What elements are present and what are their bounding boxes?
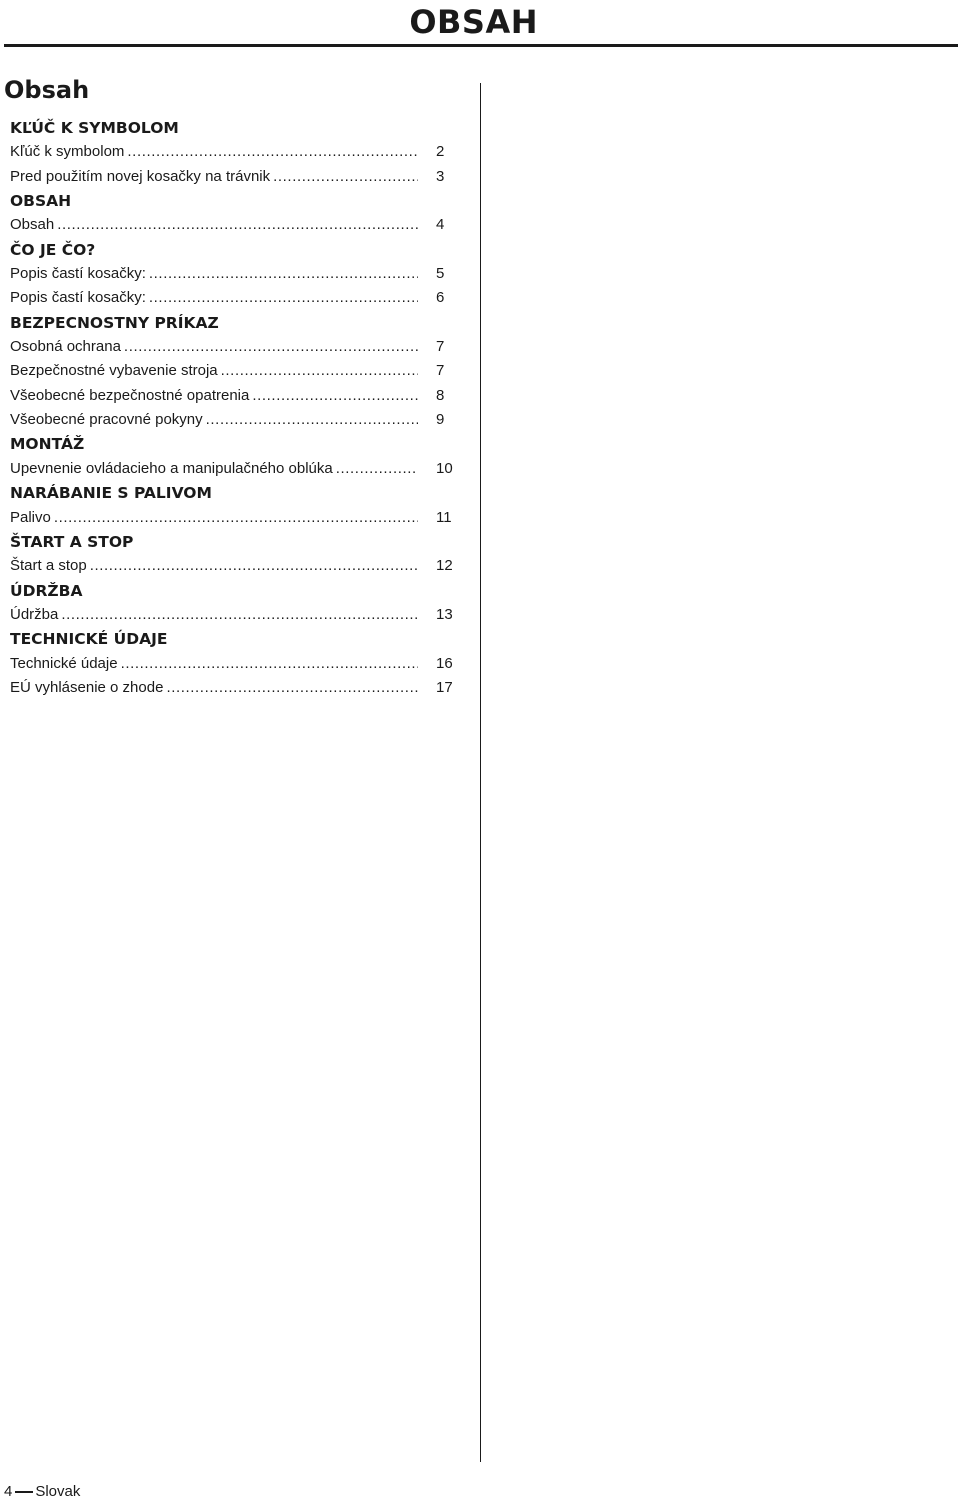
toc-entry-row xyxy=(10,457,418,481)
toc-entry-title: Všeobecné bezpečnostné opatrenia xyxy=(10,386,250,404)
toc-entry-row xyxy=(10,335,418,359)
toc-entry xyxy=(10,676,470,700)
toc-dot-leader xyxy=(121,652,418,676)
toc-entry-page-number: 7 xyxy=(436,338,445,356)
toc-heading: NARÁBANIE S PALIVOM xyxy=(10,484,212,503)
toc-dot-leader xyxy=(61,603,418,627)
toc-dot-leader xyxy=(252,384,418,408)
toc-entry xyxy=(10,457,470,481)
toc-dot-leader xyxy=(206,408,418,432)
toc-entry-page-number: 9 xyxy=(436,411,445,429)
toc-entry-page-number: 8 xyxy=(436,386,445,404)
toc-heading: MONTÁŽ xyxy=(10,435,85,454)
toc-entry-row xyxy=(10,384,418,408)
toc-entry-row xyxy=(10,140,418,164)
toc-dot-leader xyxy=(221,359,418,383)
toc-entry-page-number: 6 xyxy=(436,289,445,307)
toc-entry-title: Technické údaje xyxy=(10,654,118,672)
toc-dot-leader xyxy=(149,286,418,310)
toc-entry-page-number: 4 xyxy=(436,216,445,234)
toc-entry-row xyxy=(10,652,418,676)
toc-entry-row xyxy=(10,506,418,530)
toc-dot-leader xyxy=(273,165,418,189)
page-header-title: OBSAH xyxy=(409,3,538,41)
section-title: Obsah xyxy=(4,76,90,104)
toc-entry-title: Osobná ochrana xyxy=(10,338,121,356)
toc-dot-leader xyxy=(127,140,418,164)
toc-entry-title: Palivo xyxy=(10,508,51,526)
footer-dash xyxy=(15,1491,33,1493)
toc-dot-leader xyxy=(149,262,418,286)
toc-entry-title: Štart a stop xyxy=(10,557,87,575)
toc-dot-leader xyxy=(57,213,418,237)
toc-entry-row xyxy=(10,603,418,627)
toc-entry-title: Údržba xyxy=(10,605,59,623)
toc-entry xyxy=(10,554,470,578)
toc-entry xyxy=(10,286,470,310)
toc-heading: ÚDRŽBA xyxy=(10,581,83,600)
toc-dot-leader xyxy=(166,676,418,700)
toc-entry-title: Bezpečnostné vybavenie stroja xyxy=(10,362,218,380)
toc-entry-page-number: 17 xyxy=(436,678,453,696)
toc-entry xyxy=(10,506,470,530)
toc-entry xyxy=(10,384,470,408)
toc-entry-title: Pred použitím novej kosačky na trávnik xyxy=(10,167,271,185)
toc-dot-leader xyxy=(90,554,418,578)
toc-heading: TECHNICKÉ ÚDAJE xyxy=(10,630,168,649)
toc-heading: BEZPECNOSTNY PRÍKAZ xyxy=(10,313,219,332)
toc-entry-page-number: 16 xyxy=(436,654,453,672)
toc-entry-row xyxy=(10,359,418,383)
toc-entry xyxy=(10,165,470,189)
toc-dot-leader xyxy=(54,506,418,530)
toc-entry-title: Obsah xyxy=(10,216,55,234)
column-divider xyxy=(480,83,481,1462)
toc-entry-row xyxy=(10,554,418,578)
toc-entry-row xyxy=(10,165,418,189)
toc-entry xyxy=(10,408,470,432)
toc-entry xyxy=(10,140,470,164)
toc-entry-page-number: 3 xyxy=(436,167,445,185)
toc-entry-title: Popis častí kosačky: xyxy=(10,289,146,307)
toc-entry-row xyxy=(10,408,418,432)
toc-entry xyxy=(10,213,470,237)
footer-page-number: 4 xyxy=(4,1483,13,1500)
toc-entry xyxy=(10,652,470,676)
toc-heading: OBSAH xyxy=(10,192,72,211)
toc-dot-leader xyxy=(336,457,418,481)
toc-entry xyxy=(10,262,470,286)
toc-entry-page-number: 2 xyxy=(436,143,445,161)
toc-entry-page-number: 7 xyxy=(436,362,445,380)
toc-entry-row xyxy=(10,213,418,237)
toc-heading: ŠTART A STOP xyxy=(10,532,134,551)
page-footer xyxy=(4,1483,80,1501)
toc-entry-title: Kľúč k symbolom xyxy=(10,143,125,161)
toc-entry-row xyxy=(10,286,418,310)
toc-entry-page-number: 12 xyxy=(436,557,453,575)
toc-dot-leader xyxy=(124,335,418,359)
table-of-contents xyxy=(10,116,470,700)
toc-entry-title: Popis častí kosačky: xyxy=(10,265,146,283)
toc-entry-page-number: 10 xyxy=(436,459,453,477)
toc-heading: ČO JE ČO? xyxy=(10,240,96,259)
toc-entry-row xyxy=(10,676,418,700)
toc-entry-title: Všeobecné pracovné pokyny xyxy=(10,411,203,429)
header-divider xyxy=(4,44,958,47)
toc-entry xyxy=(10,359,470,383)
toc-entry-page-number: 11 xyxy=(436,508,452,526)
toc-entry-page-number: 5 xyxy=(436,265,445,283)
toc-entry xyxy=(10,335,470,359)
toc-entry-title: EÚ vyhlásenie o zhode xyxy=(10,678,164,696)
toc-heading: KĽÚČ K SYMBOLOM xyxy=(10,119,179,137)
toc-entry-title: Upevnenie ovládacieho a manipulačného oblúka xyxy=(10,459,333,477)
toc-entry xyxy=(10,603,470,627)
toc-entry-row xyxy=(10,262,418,286)
toc-entry-page-number: 13 xyxy=(436,605,453,623)
footer-language: Slovak xyxy=(35,1483,81,1500)
